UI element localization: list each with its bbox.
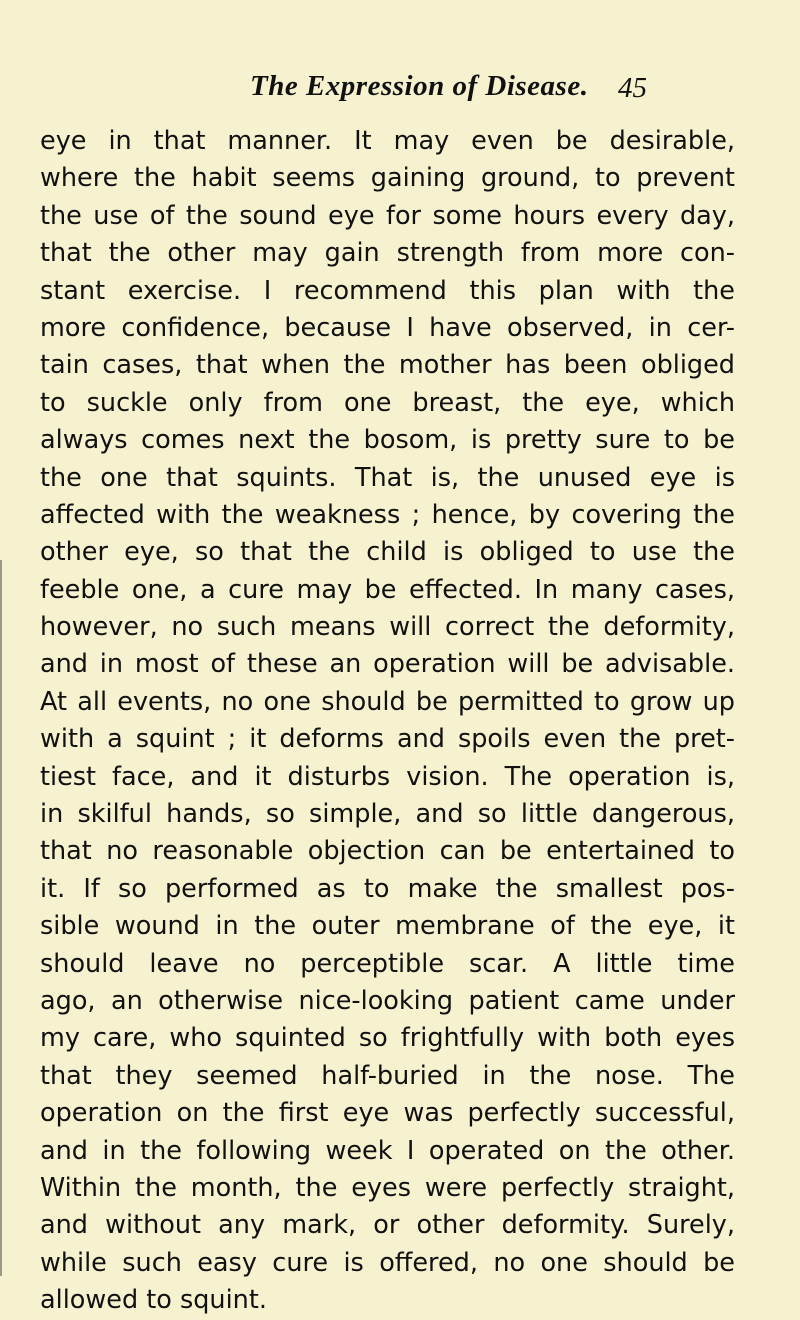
text-line: the one that squints. That is, the unused eye is [40, 462, 735, 493]
text-line: should leave no perceptible scar. A little time [40, 948, 735, 979]
text-line: eye in that manner. It may even be desirable, [40, 126, 735, 156]
text-line: that they seemed half-buried in the nose. The [40, 1060, 735, 1091]
body-text [40, 123, 735, 1320]
text-line: tain cases, that when the mother has been obliged [40, 350, 735, 381]
text-line: affected with the weakness ; hence, by covering the [40, 499, 735, 530]
text-line: other eye, so that the child is obliged to use the [40, 537, 735, 568]
text-line: tiest face, and it disturbs vision. The operation is, [40, 761, 735, 792]
text-line: it. If so performed as to make the smallest pos- [40, 873, 735, 904]
text-line: At all events, no one should be permitted to grow up [40, 686, 735, 717]
text-line: and in the following week I operated on the other. [40, 1135, 735, 1166]
text-line: and in most of these an operation will be advisable. [40, 649, 735, 680]
text-line: the use of the sound eye for some hours every day, [40, 200, 735, 231]
text-line: stant exercise. I recommend this plan with the [40, 275, 735, 306]
page-header [0, 70, 800, 110]
text-line: to suckle only from one breast, the eye, which [40, 387, 735, 418]
text-line: and without any mark, or other deformity. Surely, [40, 1210, 735, 1241]
text-line: with a squint ; it deforms and spoils even the pret- [40, 724, 735, 755]
text-line: in skilful hands, so simple, and so little dangerous, [40, 799, 735, 830]
text-line-last: allowed to squint. [40, 1285, 267, 1316]
page-number: 45 [618, 72, 647, 104]
text-line: sible wound in the outer membrane of the eye, it [40, 911, 735, 942]
text-line: my care, who squinted so frightfully with both eyes [40, 1023, 735, 1054]
text-line: always comes next the bosom, is pretty sure to be [40, 425, 735, 456]
text-line: however, no such means will correct the deformity, [40, 612, 735, 643]
text-line: feeble one, a cure may be effected. In many cases, [40, 574, 735, 605]
text-line: Within the month, the eyes were perfectly straight, [40, 1172, 735, 1203]
text-line: ago, an otherwise nice-looking patient came under [40, 985, 735, 1016]
text-line: that the other may gain strength from more con- [40, 238, 735, 269]
text-line: while such easy cure is offered, no one should be [40, 1247, 735, 1278]
text-line: that no reasonable objection can be entertained to [40, 836, 735, 867]
text-line: where the habit seems gaining ground, to prevent [40, 163, 735, 194]
running-head: The Expression of Disease. [250, 70, 589, 102]
margin-rule [0, 560, 2, 1276]
text-line: operation on the first eye was perfectly successful, [40, 1098, 735, 1129]
text-line: more confidence, because I have observed, in cer- [40, 312, 735, 343]
